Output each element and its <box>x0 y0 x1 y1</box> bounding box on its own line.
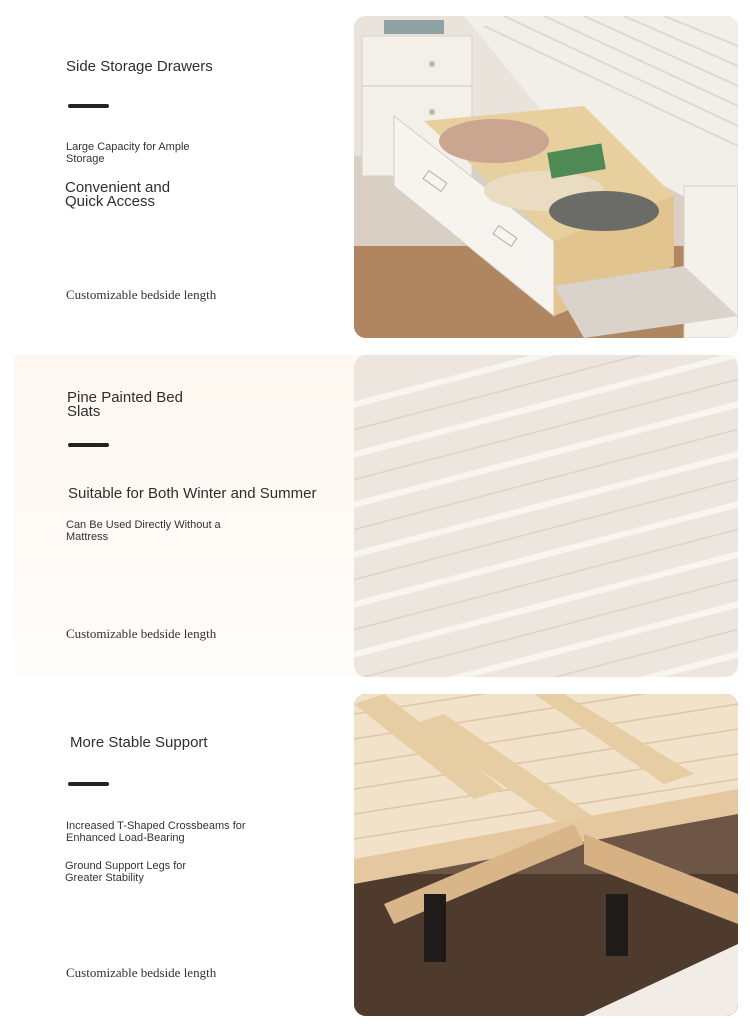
feature-text: Can Be Used Directly Without a Mattress <box>66 519 221 543</box>
feature-section-slats <box>14 355 738 677</box>
heading-underline-bar <box>68 104 109 108</box>
feature-text: Convenient and Quick Access <box>65 179 171 210</box>
feature-text: Large Capacity for Ample Storage <box>66 141 190 165</box>
feature-text-column <box>14 694 354 1016</box>
feature-section-storage <box>14 16 738 338</box>
section-footer-note: Customizable bedside length <box>66 287 217 302</box>
heading-underline-bar <box>68 443 109 447</box>
bed-frame-crossbeams-photo <box>354 694 738 1016</box>
section-heading: More Stable Support <box>70 734 208 751</box>
section-heading: Pine Painted Bed Slats <box>67 389 183 420</box>
feature-text: Increased T-Shaped Crossbeams for Enhanced Load-Bearing <box>66 820 246 844</box>
bed-slats-closeup-photo <box>354 355 738 677</box>
section-footer-note: Customizable bedside length <box>66 965 217 980</box>
feature-section-support <box>14 694 738 1016</box>
heading-underline-bar <box>68 782 109 786</box>
feature-text: Ground Support Legs for Greater Stability <box>65 860 187 884</box>
section-footer-note: Customizable bedside length <box>66 626 217 641</box>
feature-text-column <box>14 355 354 677</box>
feature-text-column <box>14 16 354 338</box>
section-subheading: Suitable for Both Winter and Summer <box>68 485 317 502</box>
section-heading: Side Storage Drawers <box>66 58 213 75</box>
bed-drawer-photo <box>354 16 738 338</box>
